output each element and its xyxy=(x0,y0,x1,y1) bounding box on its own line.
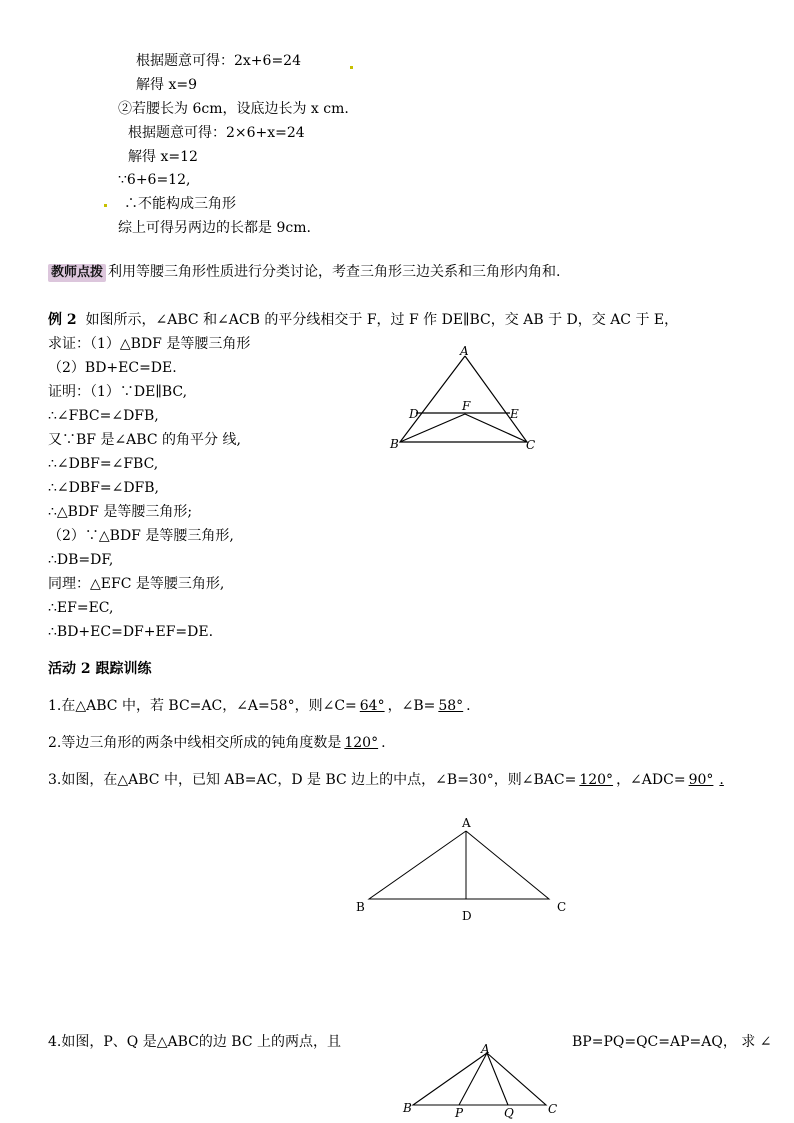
proof-line: ∴∠FBC=∠DFB, xyxy=(48,408,159,424)
solution-line-5: 解得 x=12 xyxy=(128,149,198,165)
proof-line: 同理：△EFC 是等腰三角形, xyxy=(48,576,225,592)
proof-line: （2）∵△BDF 是等腰三角形, xyxy=(48,528,234,544)
teacher-tip-text: 利用等腰三角形性质进行分类讨论，考查三角形三边关系和三角形内角和. xyxy=(108,264,561,280)
label-A: A xyxy=(462,816,471,830)
q1-prefix: 1.在△ABC 中，若 BC=AC，∠A=58°，则∠C= xyxy=(48,698,357,714)
label-P: P xyxy=(455,1106,464,1120)
prove-2: （2）BD+EC=DE. xyxy=(48,360,177,376)
proof-line: ∴EF=EC, xyxy=(48,600,114,616)
q1-suffix: . xyxy=(466,698,471,714)
label-Q: Q xyxy=(504,1106,514,1120)
teacher-tip-badge: 教师点拨 xyxy=(48,264,106,282)
solution-line-3: ②若腰长为 6cm，设底边长为 x cm. xyxy=(118,101,349,117)
q1-mid: ，∠B= xyxy=(387,698,436,714)
solution-line-1: 根据题意可得：2x+6=24 xyxy=(136,53,301,69)
proof-line: ∴∠DBF=∠DFB, xyxy=(48,480,160,496)
q1-answer-2: 58° xyxy=(438,698,464,714)
proof-line: 又∵BF 是∠ABC 的角平分 线, xyxy=(48,432,241,448)
q2-prefix: 2.等边三角形的两条中线相交所成的钝角度数是 xyxy=(48,735,342,751)
question-4-left: 4.如图，P、Q 是△ABC的边 BC 上的两点，且 xyxy=(48,1034,342,1050)
q1-answer-1: 64° xyxy=(359,698,385,714)
q3-answer-1: 120° xyxy=(579,772,614,788)
label-C: C xyxy=(526,438,536,452)
q2-answer: 120° xyxy=(344,735,379,751)
label-D: D xyxy=(462,909,472,923)
label-B: B xyxy=(390,437,399,451)
label-D: D xyxy=(409,407,419,421)
label-F: F xyxy=(462,399,471,413)
proof-line: ∴DB=DF, xyxy=(48,552,114,568)
proof-line: ∴△BDF 是等腰三角形; xyxy=(48,504,193,520)
label-A: A xyxy=(481,1042,490,1056)
solution-line-8: 综上可得另两边的长都是 9cm. xyxy=(118,220,311,236)
label-E: E xyxy=(510,407,519,421)
q3-prefix: 3.如图，在△ABC 中，已知 AB=AC，D 是 BC 边上的中点，∠B=30°，则∠BAC= xyxy=(48,772,577,788)
q3-suffix: . xyxy=(719,772,724,788)
solution-line-2: 解得 x=9 xyxy=(136,77,197,93)
question-4-right: BP=PQ=QC=AP=AQ， 求 ∠ xyxy=(572,1034,772,1050)
proof-line: ∴∠DBF=∠FBC, xyxy=(48,456,159,472)
label-B: B xyxy=(403,1101,412,1115)
label-B: B xyxy=(356,900,365,914)
solution-line-7: ∴不能构成三角形 xyxy=(124,196,236,212)
activity2-title: 活动 2 跟踪训练 xyxy=(48,661,152,677)
example2-label: 例 2 xyxy=(48,312,77,328)
label-A: A xyxy=(460,344,469,358)
example2-text: 如图所示，∠ABC 和∠ACB 的平分线相交于 F，过 F 作 DE∥BC，交 AB 于 D，交 AC 于 E， xyxy=(85,312,679,328)
q3-answer-2: 90° xyxy=(688,772,714,788)
label-C: C xyxy=(557,900,567,914)
solution-line-6: ∵6+6=12, xyxy=(118,172,191,188)
q3-mid: ，∠ADC= xyxy=(616,772,686,788)
solution-line-4: 根据题意可得：2×6+x=24 xyxy=(128,125,305,141)
label-C: C xyxy=(548,1102,558,1116)
proof-line: ∴BD+EC=DF+EF=DE. xyxy=(48,624,214,640)
proof-line: 证明：（1）∵DE∥BC, xyxy=(48,384,188,400)
q2-suffix: . xyxy=(381,735,386,751)
prove-1: 求证：（1）△BDF 是等腰三角形 xyxy=(48,336,251,352)
